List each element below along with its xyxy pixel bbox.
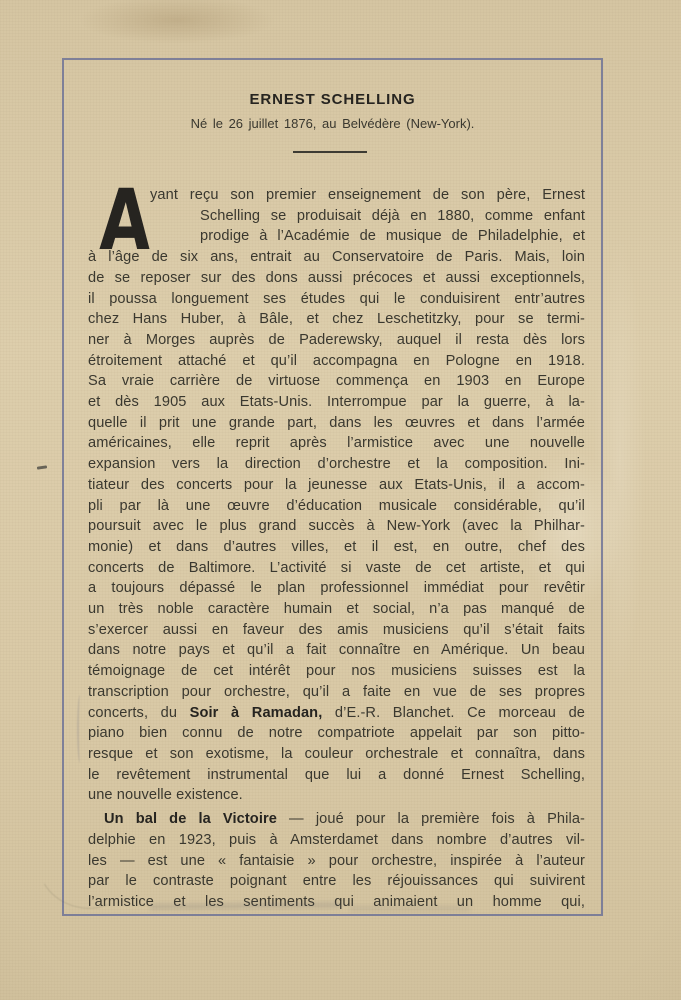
text-line: témoignage de cet intérêt pour nos musiciens suisses est la [88,663,585,680]
text-line: de se reposer sur des dons aussi précoces et aussi exceptionnels, [88,269,585,286]
text-line: et dès 1905 aux Etats-Unis. Interrompue par la guerre, à la- [88,394,585,411]
article-text-column [88,185,585,913]
text-line: poursuit avec le plus grand succès à New-York (avec la Philhar- [88,518,585,535]
text-line: Schelling se produisait déjà en 1880, comme enfant [200,207,585,224]
text-line: le revêtement instrumental que lui a donné Ernest Schelling, [88,766,585,783]
text-line: prodige à l’Académie de musique de Philadelphie, et [200,228,585,245]
text-line: quelle il prit une grande part, dans les œuvres et dans l’armée [88,414,585,431]
text-line: à l’âge de six ans, entrait au Conservatoire de Paris. Mais, loin [88,249,585,266]
text-line: Un bal de la Victoire — joué pour la première fois à Phila- [104,811,585,828]
page-subtitle: Né le 26 juillet 1876, au Belvédère (New-York). [190,116,475,131]
text-line: transcription pour orchestre, qu’il a faite en vue de ses propres [88,683,585,700]
text-line: pli par là une œuvre d’éducation musicale considérable, qu’il [88,497,585,514]
text-line: Sa vraie carrière de virtuose commença en 1903 en Europe [88,373,585,390]
ink-smudge [350,906,470,911]
biography-paragraph [88,185,585,806]
text-line: dans notre pays et qu’il a fait connaître en Amérique. Un beau [88,642,585,659]
text-line: expansion vers la direction d’orchestre et la composition. Ini- [88,456,585,473]
text-line: il poussa longuement ses études qui le conduisirent entr’autres [88,290,585,307]
page-title: ERNEST SCHELLING [249,91,416,108]
text-line: chez Hans Huber, à Bâle, et chez Leschetitzky, pour se termi- [88,311,585,328]
victory-ball-paragraph [88,809,585,913]
text-line: monie) et dans d’autres villes, et il est, en outre, chef des [88,538,585,555]
text-line: delphie en 1923, puis à Amsterdamet dans nombre d’autres vil- [88,831,585,848]
text-line: resque et son exotisme, la couleur orchestrale et connaîtra, dans [88,745,585,762]
text-line: les — est une « fantaisie » pour orchestre, inspirée à l’auteur [88,852,585,869]
text-line: tiateur des concerts pour la jeunesse aux Etats-Unis, il a accom- [88,476,585,493]
drop-cap-letter: A [98,171,152,269]
text-line: un très noble caractère humain et social, n’a pas manqué de [88,601,585,618]
text-line: étroitement attaché et qu’il accompagna en Pologne en 1918. [88,352,585,369]
margin-dash-mark [37,465,47,469]
text-line: ner à Morges auprès de Paderewsky, auquel il resta dès lors [88,331,585,348]
text-line: yant reçu son premier enseignement de son père, Ernest [150,187,585,203]
text-line: piano bien connu de notre compatriote appelait par son pitto- [88,725,585,742]
pencil-margin-mark [77,695,83,763]
text-line: américaines, elle reprit après l’armistice avec une nouvelle [88,435,585,452]
text-line: par le contraste poignant entre les réjouissances qui suivirent [88,873,585,890]
text-line: s’exercer aussi en faveur des amis musiciens qu’il s’était faits [88,621,585,638]
text-line: a toujours dépassé le plan professionnel immédiat pour revêtir [88,580,585,597]
text-line: une nouvelle existence. [88,787,243,804]
text-line: l’armistice et les sentiments qui animaient un homme qui, [88,893,585,910]
title-divider-rule [293,151,367,153]
text-line: concerts de Baltimore. L’activité si vaste de cet artiste, et qui [88,559,585,576]
text-line: concerts, du Soir à Ramadan, d’E.-R. Blanchet. Ce morceau de [88,704,585,721]
